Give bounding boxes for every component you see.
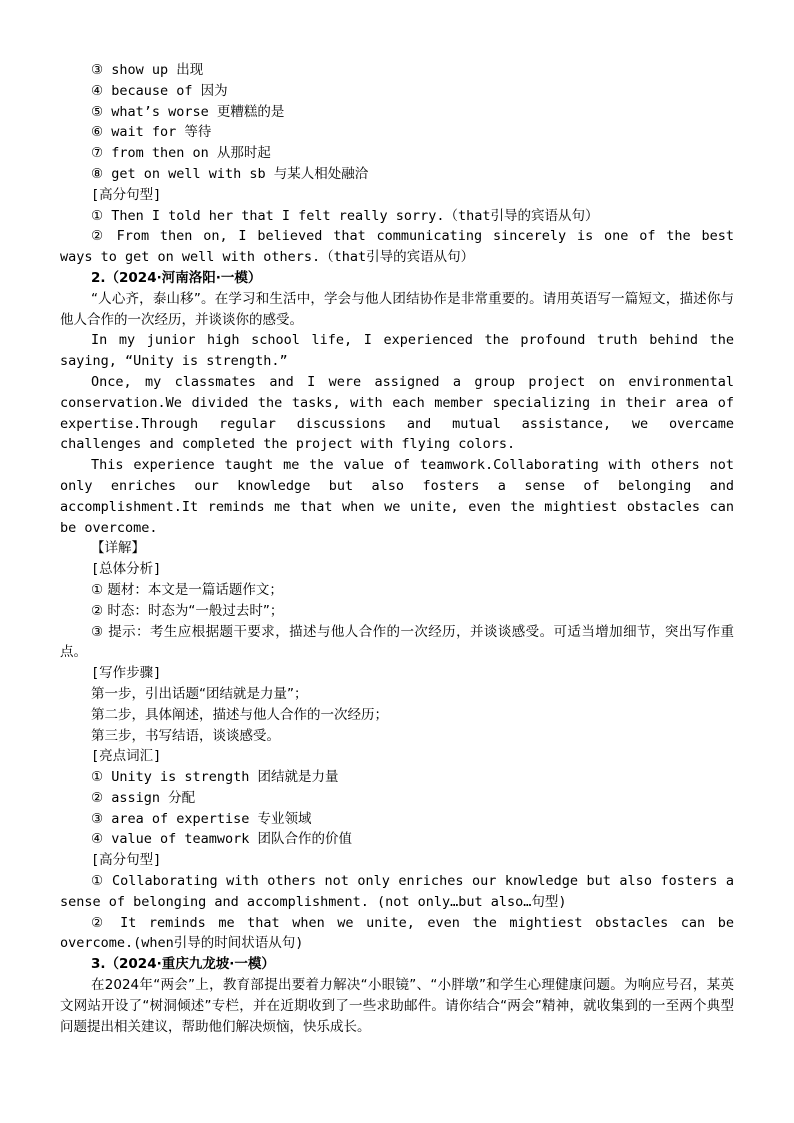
vocab-item: ② assign 分配: [91, 789, 196, 806]
section-label: [亮点词汇]: [91, 748, 162, 765]
sentence-pattern: ① Then I told her that I felt really sorry.（that引导的宾语从句）: [91, 207, 599, 224]
sentence-pattern: ② It reminds me that when we unite, even the mightiest obstacles can be overcome.(when引导的时间状语从句): [60, 914, 734, 952]
phrase-item: ⑤ what’s worse 更糟糕的是: [91, 103, 285, 120]
vocab-item: ③ area of expertise 专业领域: [91, 810, 312, 827]
question-heading: 3.（2024·重庆九龙坡·一模）: [91, 956, 275, 973]
phrase-item: ⑦ from then on 从那时起: [91, 145, 271, 162]
section-label: [总体分析]: [91, 561, 162, 578]
essay-paragraph: This experience taught me the value of teamwork.Collaborating with others not only enriches our knowledge but also fosters a sense of belonging and accomplishment.It reminds me that when we unite, even the mightiest obstacles can be overcome.: [60, 457, 734, 536]
vocab-item: ① Unity is strength 团结就是力量: [91, 769, 339, 786]
phrase-item: ③ show up 出现: [91, 62, 204, 78]
analysis-item: ③ 提示：考生应根据题干要求，描述与他人合作的一次经历，并谈谈感受。可适当增加细节，突出写作重点。: [60, 623, 734, 661]
sentence-pattern: ① Collaborating with others not only enriches our knowledge but also fosters a sense of belonging and accomplishment. (not only…but also…句型): [60, 873, 734, 910]
detail-heading: 【详解】: [91, 540, 145, 557]
sentence-pattern: ② From then on, I believed that communicating sincerely is one of the best ways to get on well with others.（that引导的宾语从句）: [60, 228, 734, 266]
analysis-item: ② 时态：时态为“一般过去时”；: [91, 602, 284, 619]
step-item: 第三步，书写结语，谈谈感受。: [91, 727, 280, 744]
essay-paragraph: In my junior high school life, I experienced the profound truth behind the saying, “Unity is strength.”: [60, 332, 734, 370]
phrase-item: ④ because of 因为: [91, 82, 228, 99]
section-label: [高分句型]: [91, 186, 162, 203]
document-page: [60, 60, 734, 1037]
essay-paragraph: Once, my classmates and I were assigned a group project on environmental conservation.We divided the tasks, with each member specializing in their area of expertise.Through regular discussions and mutual assistance, we overcame challenges and completed the project with flying colors.: [60, 373, 734, 453]
step-item: 第二步，具体阐述，描述与他人合作的一次经历；: [91, 706, 388, 723]
question-prompt: 在2024年“两会”上，教育部提出要着力解决“小眼镜”、“小胖墩”和学生心理健康问题。为响应号召，某英文网站开设了“树洞倾述”专栏，并在近期收到了一些求助邮件。请你结合“两会”精神，就收集到的一至两个典型问题提出相关建议，帮助他们解决烦恼，快乐成长。: [60, 977, 734, 1035]
vocab-item: ④ value of teamwork 团队合作的价值: [91, 831, 353, 848]
phrase-item: ⑧ get on well with sb 与某人相处融洽: [91, 165, 369, 182]
step-item: 第一步，引出话题“团结就是力量”；: [91, 685, 308, 702]
section-label: [高分句型]: [91, 852, 162, 869]
analysis-item: ① 题材：本文是一篇话题作文；: [91, 581, 283, 598]
section-label: [写作步骤]: [91, 665, 162, 682]
phrase-item: ⑥ wait for 等待: [91, 124, 212, 141]
question-prompt: “人心齐，泰山移”。在学习和生活中，学会与他人团结协作是非常重要的。请用英语写一篇短文，描述你与他人合作的一次经历，并谈谈你的感受。: [60, 290, 734, 328]
question-heading: 2.（2024·河南洛阳·一模）: [91, 269, 262, 286]
